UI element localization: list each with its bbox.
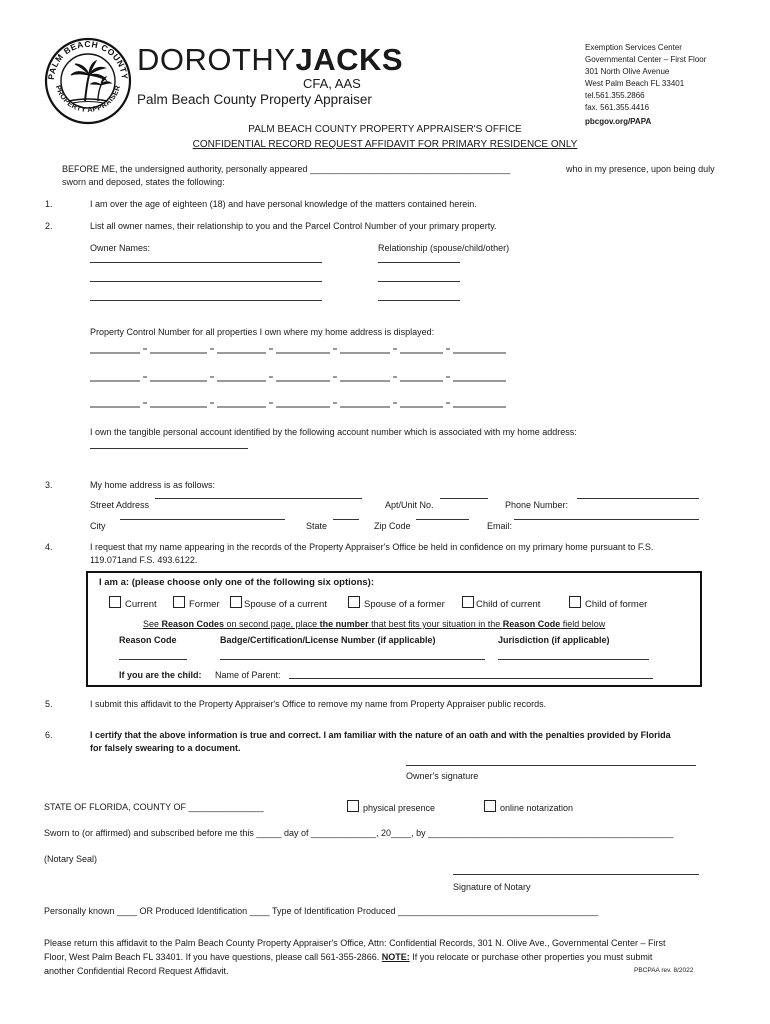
option-label: Current: [125, 599, 157, 610]
contact-block: [585, 42, 706, 128]
owner-name-field[interactable]: [90, 262, 322, 263]
tangible-account-field[interactable]: [90, 448, 248, 449]
footer-line-3: another Confidential Record Request Affidavit.: [44, 966, 229, 976]
instr-part: that best fits your situation in the: [368, 619, 503, 629]
owner-signature-label: Owner's signature: [406, 771, 479, 781]
footer-text: If you relocate or purchase other properties you must submit: [409, 952, 653, 962]
relationship-field[interactable]: [378, 281, 460, 282]
state-label: State: [306, 521, 328, 531]
instr-part: Reason Codes: [161, 619, 225, 629]
option-spouse-current[interactable]: [230, 596, 327, 611]
street-label: Street Address: [90, 500, 150, 510]
reason-code-instruction: [143, 618, 605, 630]
owner-name-field[interactable]: [90, 281, 322, 282]
checkbox[interactable]: [484, 800, 496, 812]
checkbox[interactable]: [569, 596, 581, 608]
instr-part: field below: [560, 619, 606, 629]
option-label: online notarization: [500, 803, 574, 813]
option-label: Child of former: [585, 599, 648, 610]
instr-part: Reason Code: [502, 619, 561, 629]
zip-label: Zip Code: [374, 521, 411, 531]
item-6-text-cont: for falsely swearing to a document.: [90, 743, 241, 753]
parent-name-label: Name of Parent:: [215, 670, 281, 680]
option-child-former[interactable]: [569, 596, 647, 611]
street-address-field[interactable]: [155, 498, 362, 499]
sworn-line: Sworn to (or affirmed) and subscribed before me this _____ day of _____________, 20____, by _________________________________________________: [44, 828, 674, 838]
footer-note: NOTE:: [381, 952, 410, 962]
contact-line: West Palm Beach FL 33401: [585, 79, 685, 88]
contact-phone: tel.561.355.2866: [585, 91, 645, 100]
item-5-text: I submit this affidavit to the Property Appraiser's Office to remove my name from Property Appraiser public records.: [90, 699, 547, 709]
parent-name-field[interactable]: [289, 678, 653, 679]
option-label: Child of current: [476, 599, 541, 610]
pcn-label: Property Control Number for all properties I own where my home address is displayed:: [90, 327, 435, 337]
pcn-field-row[interactable]: [90, 341, 506, 355]
appraiser-credentials: CFA, AAS: [303, 76, 361, 91]
online-notarization-option[interactable]: [484, 800, 573, 814]
relationship-field[interactable]: [378, 300, 460, 301]
instr-part: See: [143, 619, 162, 629]
option-label: Spouse of a current: [244, 599, 327, 610]
item-number: 4.: [45, 542, 53, 552]
child-label: If you are the child:: [119, 670, 202, 680]
pcn-segments: [90, 341, 506, 355]
reason-code-field[interactable]: [119, 659, 187, 660]
contact-line: Governmental Center – First Floor: [585, 55, 707, 64]
seal-text-top: PALM BEACH COUNTY: [45, 38, 131, 81]
pcn-field-row[interactable]: [90, 369, 506, 383]
appraiser-name: [137, 44, 403, 76]
badge-header: Badge/Certification/License Number (if applicable): [220, 635, 436, 645]
checkbox[interactable]: [462, 596, 474, 608]
contact-line: 301 North Olive Avenue: [585, 67, 670, 76]
reason-code-header: Reason Code: [119, 635, 177, 645]
option-spouse-former[interactable]: [348, 596, 445, 611]
pcn-segments: [90, 395, 506, 409]
option-former[interactable]: [173, 596, 220, 611]
notary-seal-label: (Notary Seal): [44, 854, 98, 864]
document-subtitle: CONFIDENTIAL RECORD REQUEST AFFIDAVIT FOR PRIMARY RESIDENCE ONLY: [192, 139, 578, 150]
option-label: Former: [189, 599, 220, 610]
apt-field[interactable]: [440, 498, 488, 499]
checkbox[interactable]: [347, 800, 359, 812]
tangible-label: I own the tangible personal account identified by the following account number which is associated with my home address:: [90, 427, 577, 437]
contact-line: Exemption Services Center: [585, 43, 682, 52]
owner-names-label: Owner Names:: [90, 243, 151, 253]
item-2-text: List all owner names, their relationship to you and the Parcel Control Number of your primary property.: [90, 221, 497, 231]
checkbox[interactable]: [230, 596, 242, 608]
option-label: Spouse of a former: [364, 599, 445, 610]
identification-line: Personally known ____ OR Produced Identification ____ Type of Identification Produced ________________________________________: [44, 906, 599, 916]
notary-signature-field[interactable]: [453, 874, 699, 875]
palm-tree-seal-icon: [44, 37, 132, 125]
item-number: 5.: [45, 699, 53, 709]
zip-field[interactable]: [416, 519, 469, 520]
owner-name-field[interactable]: [90, 300, 322, 301]
contact-fax: fax. 561.355.4416: [585, 103, 650, 112]
apt-label: Apt/Unit No.: [385, 500, 434, 510]
pcn-field-row[interactable]: [90, 395, 506, 409]
phone-field[interactable]: [577, 498, 699, 499]
footer-text: Floor, West Palm Beach FL 33401. If you have questions, please call 561-355-2866.: [44, 952, 382, 962]
footer-line-1: Please return this affidavit to the Palm Beach County Property Appraiser's Office, Attn: Confidential Records, 301 N. Olive Ave., Governmental Center – First: [44, 938, 666, 948]
checkbox[interactable]: [173, 596, 185, 608]
physical-presence-option[interactable]: [347, 800, 435, 814]
appraiser-first-name: DOROTHY: [137, 42, 296, 77]
checkbox[interactable]: [109, 596, 121, 608]
option-label: physical presence: [363, 803, 436, 813]
document-title: PALM BEACH COUNTY PROPERTY APPRAISER'S OFFICE: [248, 124, 522, 135]
item-number: 2.: [45, 221, 53, 231]
email-field[interactable]: [514, 519, 699, 520]
instr-part: the number: [319, 619, 369, 629]
city-label: City: [90, 521, 106, 531]
options-heading: I am a: (please choose only one of the following six options):: [99, 577, 374, 588]
badge-number-field[interactable]: [220, 659, 485, 660]
option-child-current[interactable]: [462, 596, 540, 611]
owner-signature-field[interactable]: [406, 765, 696, 766]
intro-text: BEFORE ME, the undersigned authority, personally appeared ________________________________________: [62, 164, 511, 174]
footer-line-2: [44, 951, 652, 963]
appraiser-office: Palm Beach County Property Appraiser: [137, 92, 372, 107]
relationship-label: Relationship (spouse/child/other): [378, 243, 510, 253]
city-field[interactable]: [120, 519, 285, 520]
item-number: 6.: [45, 730, 53, 740]
state-county-line: STATE OF FLORIDA, COUNTY OF _______________: [44, 802, 264, 812]
item-number: 1.: [45, 199, 53, 209]
state-field[interactable]: [333, 519, 359, 520]
phone-label: Phone Number:: [505, 500, 569, 510]
item-4-text: I request that my name appearing in the records of the Property Appraiser's Office be held in confidence on my primary home pursuant to F.S.: [90, 542, 654, 552]
seal-text-bottom: PROPERTY APPRAISER: [53, 84, 123, 115]
county-seal: [44, 37, 132, 125]
checkbox[interactable]: [348, 596, 360, 608]
relationship-field[interactable]: [378, 262, 460, 263]
item-1-text: I am over the age of eighteen (18) and have personal knowledge of the matters contained herein.: [90, 199, 477, 209]
option-current[interactable]: [109, 596, 157, 611]
item-3-text: My home address is as follows:: [90, 480, 216, 490]
intro-text-cont: sworn and deposed, states the following:: [62, 177, 225, 187]
jurisdiction-header: Jurisdiction (if applicable): [498, 635, 610, 645]
item-number: 3.: [45, 480, 53, 490]
item-4-text-cont: 119.071and F.S. 493.6122.: [90, 555, 198, 565]
instr-part: on second page, place: [224, 619, 320, 629]
notary-signature-label: Signature of Notary: [453, 882, 531, 892]
appraiser-last-name: JACKS: [295, 42, 404, 77]
email-label: Email:: [487, 521, 513, 531]
revision-label: PBCPAA rev. 8/2022: [634, 967, 694, 974]
contact-website: pbcgov.org/PAPA: [585, 117, 652, 126]
item-6-text: I certify that the above information is true and correct. I am familiar with the nature of an oath and with the penalties provided by Florida: [90, 730, 671, 740]
jurisdiction-field[interactable]: [498, 659, 649, 660]
intro-text-cont: who in my presence, upon being duly: [566, 164, 715, 174]
pcn-segments: [90, 369, 506, 383]
